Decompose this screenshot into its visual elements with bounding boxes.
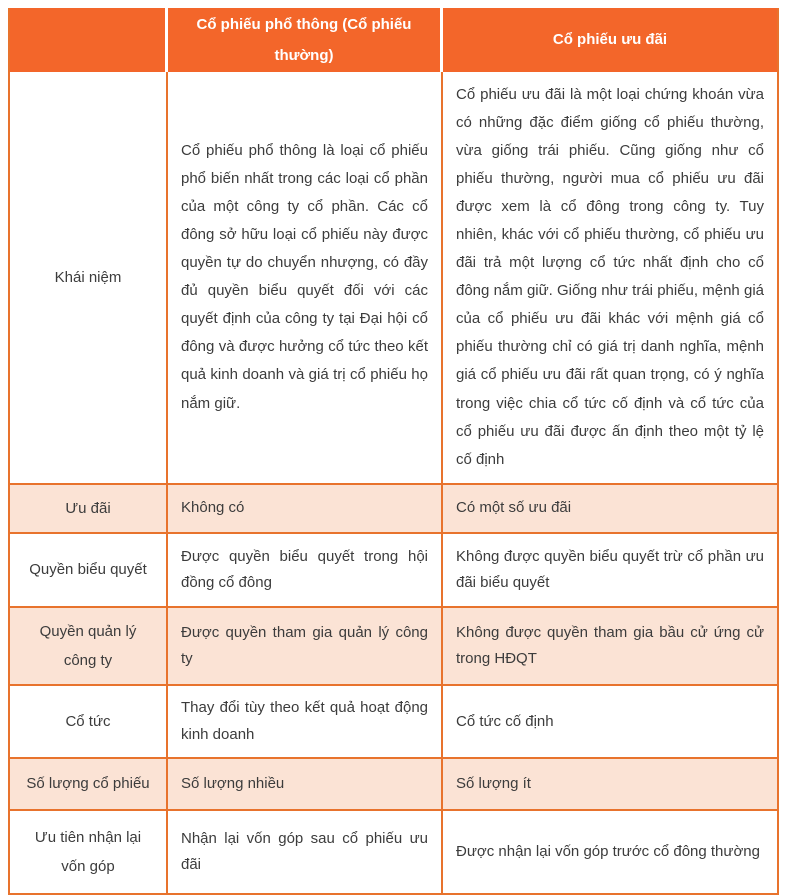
row-label-cell — [10, 72, 168, 485]
table-row — [10, 686, 777, 759]
row-label: Cổ tức — [65, 713, 111, 731]
preferred-value: Cổ tức cố định — [456, 712, 554, 730]
preferred-value: Được nhận lại vốn góp trước cổ đông thường — [456, 842, 760, 860]
preferred-value: Có một số ưu đãi — [456, 499, 572, 517]
header-common-label: Cổ phiếu phổ thông (Cổ phiếu thường) — [196, 15, 412, 64]
row-label: Ưu đãi — [65, 499, 111, 517]
row-label: Quyền quản lý công ty — [39, 622, 137, 670]
preferred-cell — [443, 686, 777, 759]
preferred-value: Số lượng ít — [456, 774, 531, 792]
preferred-value: Không được quyền tham gia bầu cử ứng cử trong HĐQT — [456, 623, 764, 668]
preferred-cell — [443, 72, 777, 485]
row-label: Số lượng cổ phiếu — [26, 775, 150, 793]
row-label-cell — [10, 759, 168, 811]
table-row — [10, 485, 777, 534]
preferred-cell — [443, 485, 777, 534]
common-value: Nhận lại vốn góp sau cổ phiếu ưu đãi — [181, 829, 428, 873]
table-row — [10, 759, 777, 811]
row-label: Khái niệm — [54, 268, 122, 286]
row-label-cell — [10, 534, 168, 608]
table-row — [10, 811, 777, 893]
common-cell — [168, 72, 443, 485]
common-cell — [168, 686, 443, 759]
common-value: Thay đổi tùy theo kết quả hoạt động kinh doanh — [181, 699, 428, 743]
row-label-cell — [10, 485, 168, 534]
common-value: Được quyền biểu quyết trong hội đồng cổ đông — [181, 547, 428, 591]
header-common-col — [168, 8, 443, 72]
row-label-cell — [10, 686, 168, 759]
common-value: Được quyền tham gia quản lý công ty — [181, 623, 428, 668]
preferred-value: Không được quyền biểu quyết trừ cổ phần ưu đãi biểu quyết — [456, 547, 764, 591]
common-cell — [168, 534, 443, 608]
header-preferred-label: Cổ phiếu ưu đãi — [552, 31, 668, 49]
row-label: Ưu tiên nhận lại vốn góp — [34, 828, 142, 875]
row-label-cell — [10, 811, 168, 893]
preferred-cell — [443, 534, 777, 608]
common-cell — [168, 485, 443, 534]
table-row — [10, 72, 777, 485]
table-row — [10, 608, 777, 687]
common-cell — [168, 811, 443, 893]
common-cell — [168, 608, 443, 687]
common-value: Số lượng nhiều — [181, 774, 285, 792]
header-corner-cell — [10, 8, 168, 72]
comparison-table — [8, 8, 779, 895]
common-value: Không có — [181, 499, 245, 517]
preferred-cell — [443, 811, 777, 893]
preferred-value: Cổ phiếu ưu đãi là một loại chứng khoán vừa có những đặc điểm giống cổ phiếu thường, vừa giống trái phiếu. Cũng giống như cổ phiếu thường, người mua cổ phiếu ưu đãi được xem là cổ đông trong công ty. Tuy nhiên, khác với cổ phiếu thường, cổ phiếu ưu đãi trả một lượng cổ tức nhất định cho cổ đông nắm giữ. Giống như trái phiếu, mệnh giá của cổ phiếu ưu đãi khác với mệnh giá cổ phiếu thường chỉ có giá trị danh nghĩa, mệnh giá cổ phiếu ưu đãi rất quan trọng, có ý nghĩa trong việc chia cổ tức cố định và cổ tức của cổ phiếu ưu đãi được ấn định theo một tỷ lệ cố định — [456, 86, 764, 468]
row-label-cell — [10, 608, 168, 687]
header-preferred-col — [443, 8, 777, 72]
common-cell — [168, 759, 443, 811]
table-header-row — [10, 8, 777, 72]
preferred-cell — [443, 608, 777, 687]
row-label: Quyền biểu quyết — [29, 561, 147, 579]
table-row — [10, 534, 777, 608]
common-value: Cổ phiếu phổ thông là loại cổ phiếu phổ biến nhất trong các loại cổ phần của một công ty cổ phần. Các cổ đông sở hữu loại cổ phiếu này được quyền tự do chuyển nhượng, có đầy đủ quyền biểu quyết đối với các quyết định của công ty tại Đại hội cổ đông và được hưởng cổ tức theo kết quả kinh doanh và giá trị cổ phiếu họ nắm giữ. — [181, 142, 428, 412]
preferred-cell — [443, 759, 777, 811]
